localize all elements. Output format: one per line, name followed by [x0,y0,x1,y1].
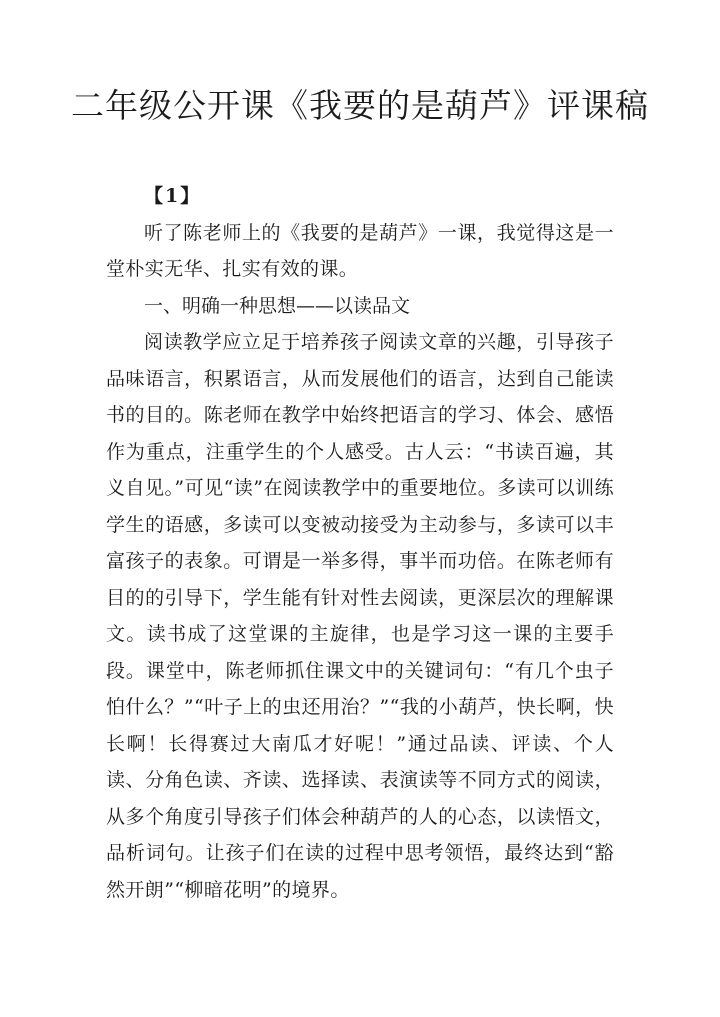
document-title: 二年级公开课《我要的是葫芦》评课稿 [71,86,649,125]
body-paragraph: 阅读教学应立足于培养孩子阅读文章的兴趣，引导孩子品味语言，积累语言，从而发展他们的语言，达到自己能读书的目的。陈老师在教学中始终把语言的学习、体会、感悟作为重点，注重学生的个人感受。古人云：“书读百遍，其义自见。”可见“读”在阅读教学中的重要地位。多读可以训练学生的语感，多读可以变被动接受为主动参与，多读可以丰富孩子的表象。可谓是一举多得，事半而功倍。在陈老师有目的的引导下，学生能有针对性去阅读，更深层次的理解课文。读书成了这堂课的主旋律，也是学习这一课的主要手段。课堂中，陈老师抓住课文中的关键词句：“有几个虫子怕什么？”“叶子上的虫还用治？”“我的小葫芦，快长啊，快长啊！长得赛过大南瓜才好呢！”通过品读、评读、个人读、分角色读、齐读、选择读、表演读等不同方式的阅读，从多个角度引导孩子们体会种葫芦的人的心态，以读悟文，品析词句。让孩子们在读的过程中思考领悟，最终达到“豁然开朗”“柳暗花明”的境界。 [106,331,614,901]
document-body [106,178,614,908]
intro-paragraph: 听了陈老师上的《我要的是葫芦》一课，我觉得这是一堂朴实无华、扎实有效的课。 [106,221,614,280]
section-number: 【1】 [144,185,202,207]
section-heading: 一、明确一种思想——以读品文 [144,294,411,317]
